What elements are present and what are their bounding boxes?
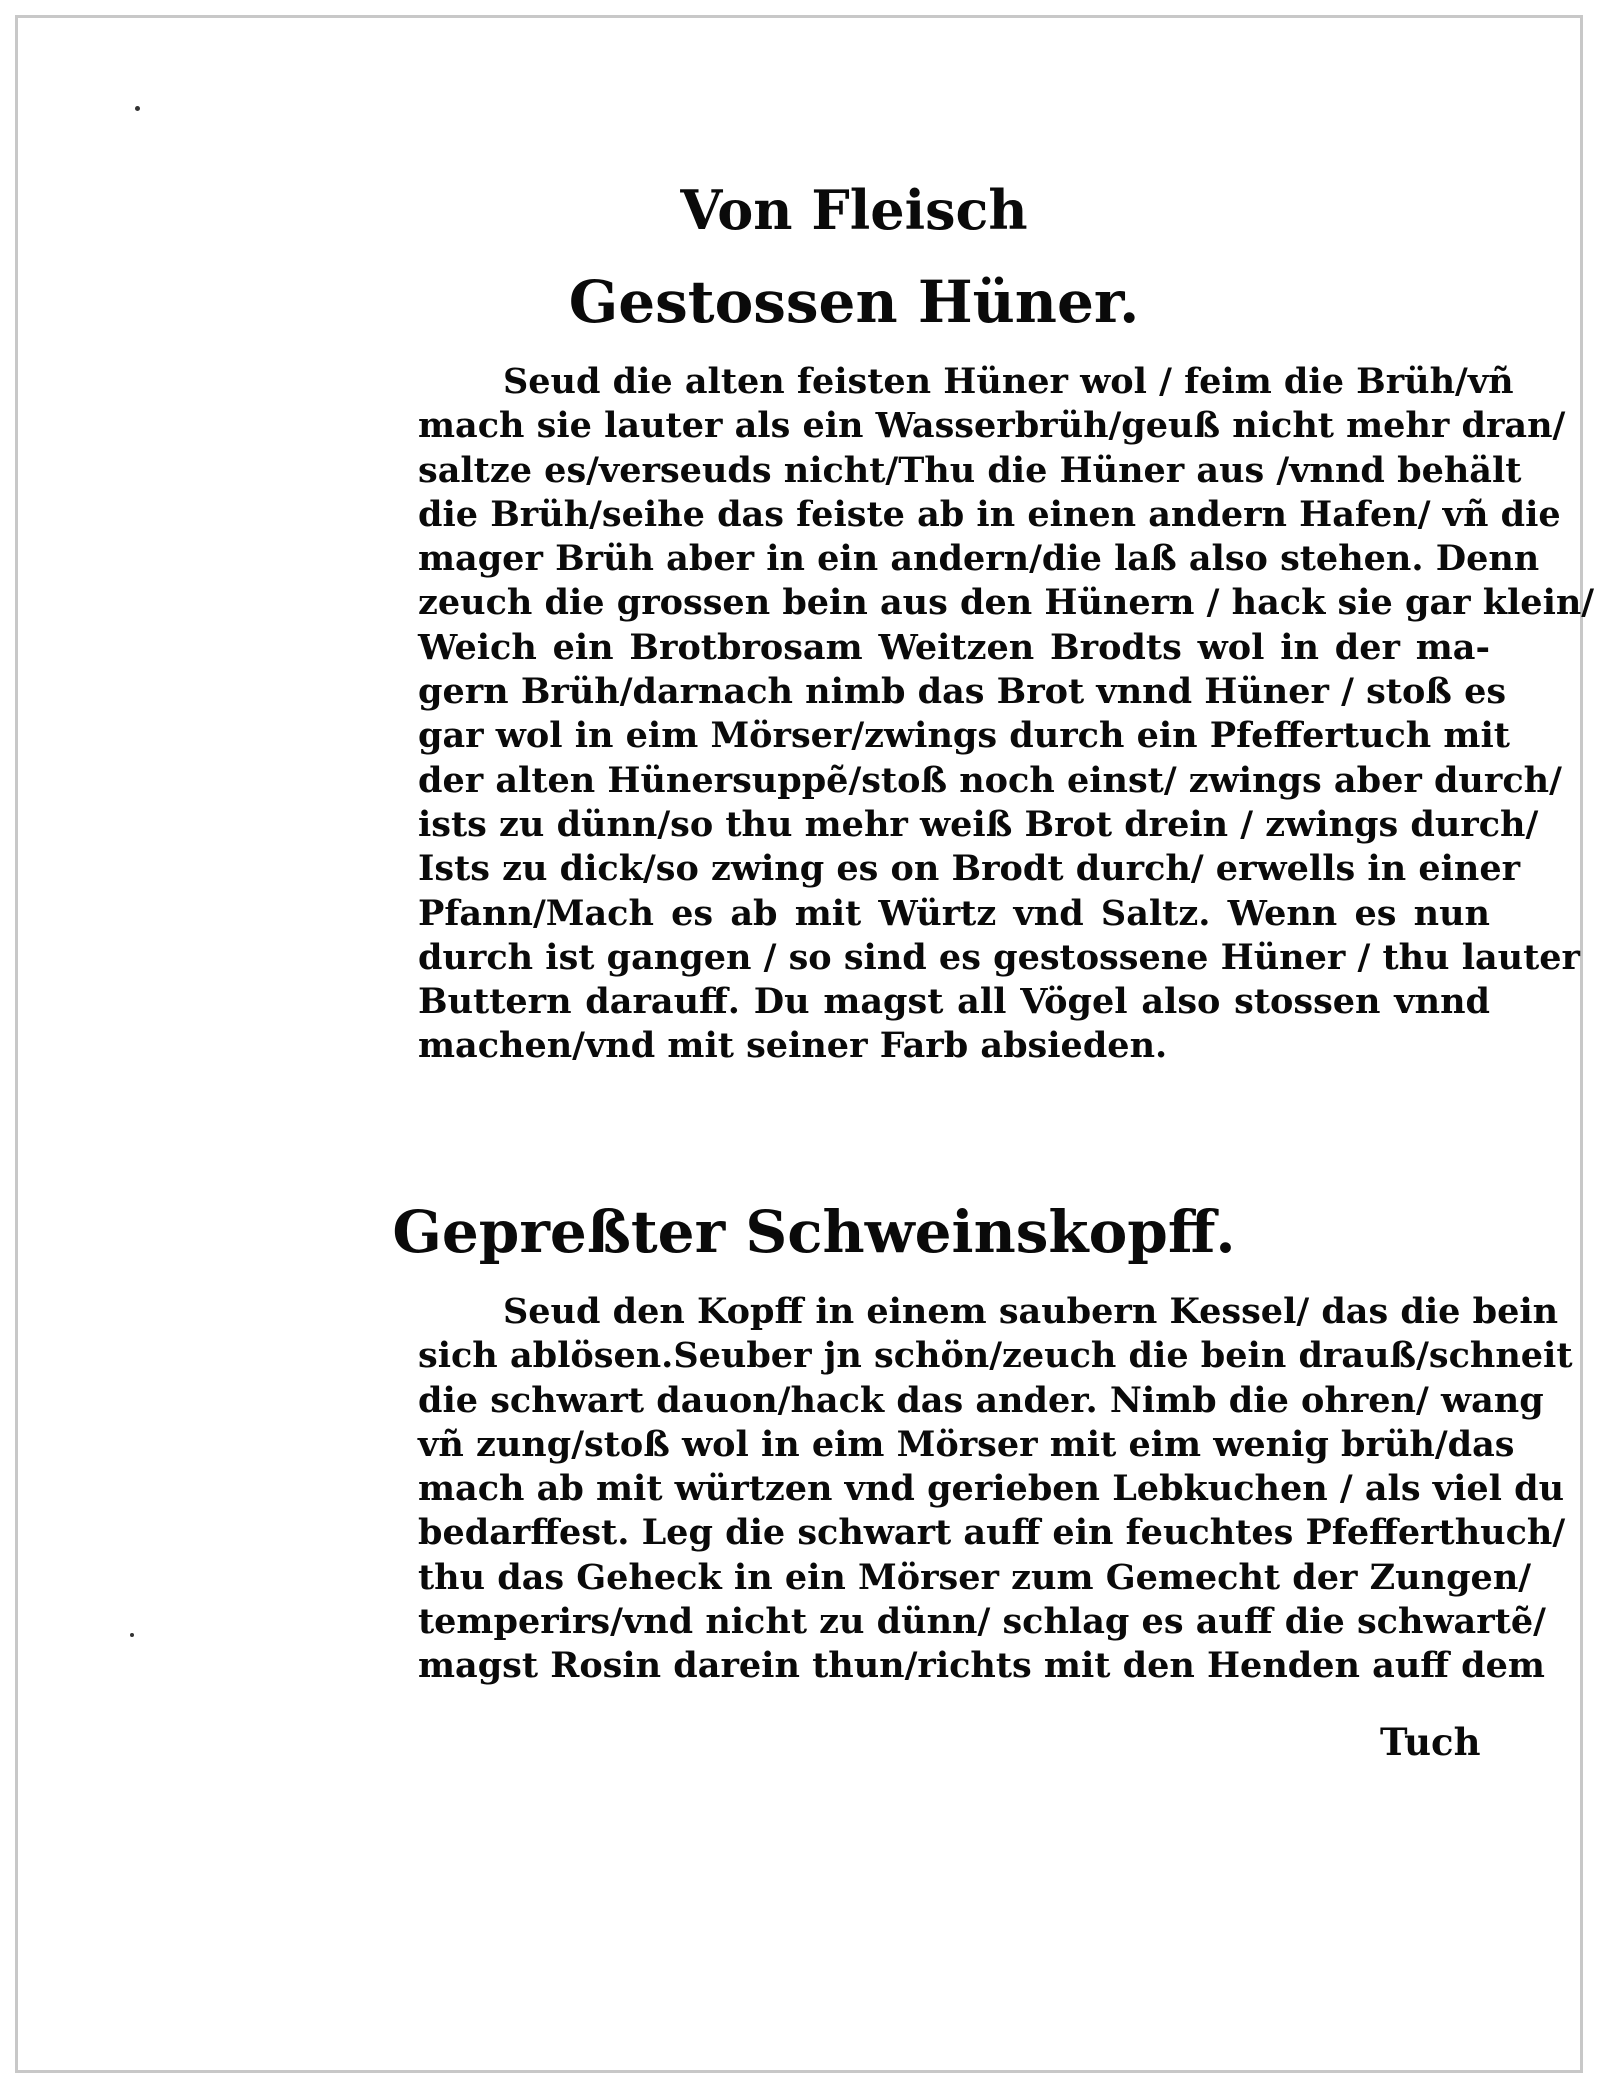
text-line: die Brüh/seihe das feiste ab in einen andern Hafen/ vñ die: [418, 493, 1561, 535]
catchword: Tuch: [1380, 1720, 1481, 1764]
ink-speck: [135, 106, 140, 111]
running-head: Von Fleisch: [680, 178, 1028, 242]
text-line: ists zu dünn/so thu mehr weiß Brot drein / zwings durch/: [418, 803, 1539, 845]
text-line: gar wol in eim Mörser/zwings durch ein Pfeffertuch mit: [418, 715, 1510, 757]
text-line: Buttern darauff. Du magst all Vögel also stossen vnnd: [418, 981, 1490, 1023]
text-line: Seud die alten feisten Hüner wol / feim die Brüh/vñ: [503, 361, 1514, 402]
text-line: thu das Geheck in ein Mörser zum Gemecht der Zungen/: [418, 1556, 1532, 1598]
text-line: mager Brüh aber in ein andern/die laß also stehen. Denn: [418, 538, 1540, 580]
book-page: [18, 18, 1595, 2070]
text-line: Seud den Kopff in einem saubern Kessel/ das die bein: [503, 1291, 1559, 1332]
text-line: Pfann/Mach es ab mit Würtz vnd Saltz. Wenn es nun: [418, 892, 1490, 934]
text-line: zeuch die grossen bein aus den Hünern / hack sie gar klein/: [418, 582, 1595, 624]
text-line: saltze es/verseuds nicht/Thu die Hüner aus /vnnd behält: [418, 449, 1522, 491]
text-line: die schwart dauon/hack das ander. Nimb die ohren/ wang: [418, 1379, 1544, 1421]
text-line: mach ab mit würtzen vnd gerieben Lebkuchen / als viel du: [418, 1468, 1565, 1510]
text-line: der alten Hünersuppẽ/stoß noch einst/ zwings aber durch/: [418, 759, 1562, 801]
text-line: temperirs/vnd nicht zu dünn/ schlag es auff die schwartẽ/: [418, 1601, 1546, 1643]
ink-speck: [130, 1633, 134, 1637]
text-line: mach sie lauter als ein Wasserbrüh/geuß nicht mehr dran/: [418, 405, 1566, 447]
text-line: machen/vnd mit seiner Farb absieden.: [418, 1025, 1168, 1067]
paragraph: [418, 360, 1595, 1069]
text-line: sich ablösen.Seuber jn schön/zeuch die bein drauß/schneit: [418, 1335, 1573, 1377]
text-line: magst Rosin darein thun/richts mit den Henden auff dem: [418, 1645, 1545, 1687]
text-line: gern Brüh/darnach nimb das Brot vnnd Hüner / stoß es: [418, 671, 1507, 713]
text-line: vñ zung/stoß wol in eim Mörser mit eim wenig brüh/das: [418, 1423, 1515, 1465]
text-line: Weich ein Brotbrosam Weitzen Brodts wol in der ma-: [418, 626, 1490, 668]
text-line: Ists zu dick/so zwing es on Brodt durch/ erwells in einer: [418, 848, 1521, 890]
section-title: Gestossen Hüner.: [568, 268, 1140, 336]
section-title: Gepreßter Schweinskopff.: [392, 1198, 1236, 1266]
paragraph: [418, 1290, 1573, 1689]
text-line: bedarffest. Leg die schwart auff ein feuchtes Pfefferthuch/: [418, 1512, 1566, 1554]
page-frame: [15, 15, 1595, 2073]
text-line: durch ist gangen / so sind es gestossene Hüner / thu lauter: [418, 936, 1580, 978]
